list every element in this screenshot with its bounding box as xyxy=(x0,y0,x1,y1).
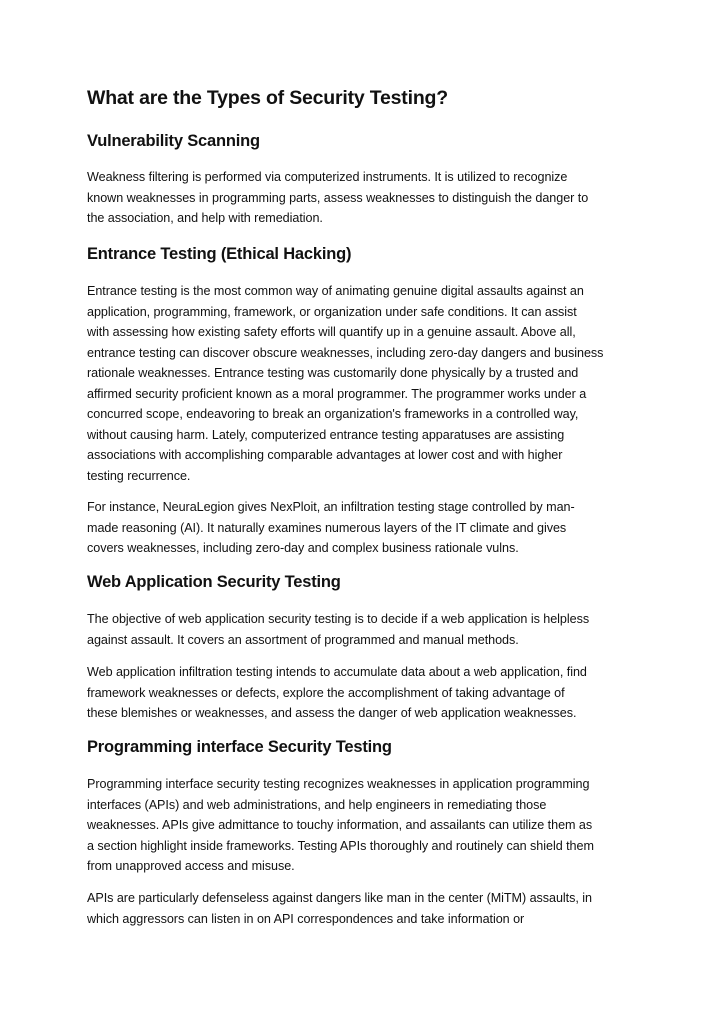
paragraph-api-testing-1 xyxy=(87,774,647,877)
text-line: Web application infiltration testing intends to accumulate data about a web application, find xyxy=(87,665,587,679)
text-line: covers weaknesses, including zero-day and complex business rationale vulns. xyxy=(87,541,519,555)
text-line: concurred scope, endeavoring to break an organization's frameworks in a controlled way, xyxy=(87,407,579,421)
paragraph-api-testing-2 xyxy=(87,888,647,929)
text-line: entrance testing can discover obscure weaknesses, including zero-day dangers and business xyxy=(87,345,604,360)
section-heading-api-security-testing: Programming interface Security Testing xyxy=(87,738,392,756)
text-line: the association, and help with remediation. xyxy=(87,211,323,225)
paragraph-entrance-testing-1 xyxy=(87,281,647,486)
text-line: affirmed security proficient known as a moral programmer. The programmer works under a xyxy=(87,386,587,401)
text-line: from unapproved access and misuse. xyxy=(87,859,295,873)
text-line: weaknesses. APIs give admittance to touchy information, and assailants can utilize them as xyxy=(87,818,593,832)
text-line: known weaknesses in programming parts, assess weaknesses to distinguish the danger to xyxy=(87,190,589,205)
text-line: testing recurrence. xyxy=(87,468,191,483)
text-line: rationale weaknesses. Entrance testing was customarily done physically by a trusted and xyxy=(87,366,579,380)
text-line: a section highlight inside frameworks. Testing APIs thoroughly and routinely can shield them xyxy=(87,838,594,853)
text-line: against assault. It covers an assortment of programmed and manual methods. xyxy=(87,632,519,647)
text-line: without causing harm. Lately, computerized entrance testing apparatuses are assisting xyxy=(87,427,565,442)
text-line: application, programming, framework, or organization under safe conditions. It can assist xyxy=(87,304,577,319)
text-line: Weakness filtering is performed via computerized instruments. It is utilized to recognize xyxy=(87,170,568,184)
text-line: made reasoning (AI). It naturally examines numerous layers of the IT climate and gives xyxy=(87,520,567,535)
paragraph-web-app-testing-1 xyxy=(87,609,647,650)
text-line: Programming interface security testing recognizes weaknesses in application programming xyxy=(87,777,590,791)
section-heading-entrance-testing: Entrance Testing (Ethical Hacking) xyxy=(87,245,352,263)
text-line: interfaces (APIs) and web administrations, and help engineers in remediating those xyxy=(87,797,547,812)
text-line: Entrance testing is the most common way of animating genuine digital assaults against an xyxy=(87,284,584,298)
text-line: with assessing how existing safety efforts will quantify up in a genuine assault. Above all, xyxy=(87,325,576,339)
text-line: associations with accomplishing comparable advantages at lower cost and with higher xyxy=(87,448,563,462)
text-line: The objective of web application security testing is to decide if a web application is helpless xyxy=(87,612,590,626)
text-line: framework weaknesses or defects, explore the accomplishment of taking advantage of xyxy=(87,685,565,700)
page-title: What are the Types of Security Testing? xyxy=(87,87,448,109)
text-line: these blemishes or weaknesses, and assess the danger of web application weaknesses. xyxy=(87,706,577,720)
paragraph-web-app-testing-2 xyxy=(87,662,647,724)
text-line: which aggressors can listen in on API correspondences and take information or xyxy=(87,911,525,926)
section-heading-vulnerability-scanning: Vulnerability Scanning xyxy=(87,132,260,150)
paragraph-entrance-testing-2 xyxy=(87,497,647,559)
text-line: For instance, NeuraLegion gives NexPloit, an infiltration testing stage controlled by man- xyxy=(87,500,575,514)
text-line: APIs are particularly defenseless against dangers like man in the center (MiTM) assaults, in xyxy=(87,891,592,905)
section-heading-web-application-security-testing: Web Application Security Testing xyxy=(87,573,341,591)
paragraph-vulnerability-scanning xyxy=(87,167,647,229)
